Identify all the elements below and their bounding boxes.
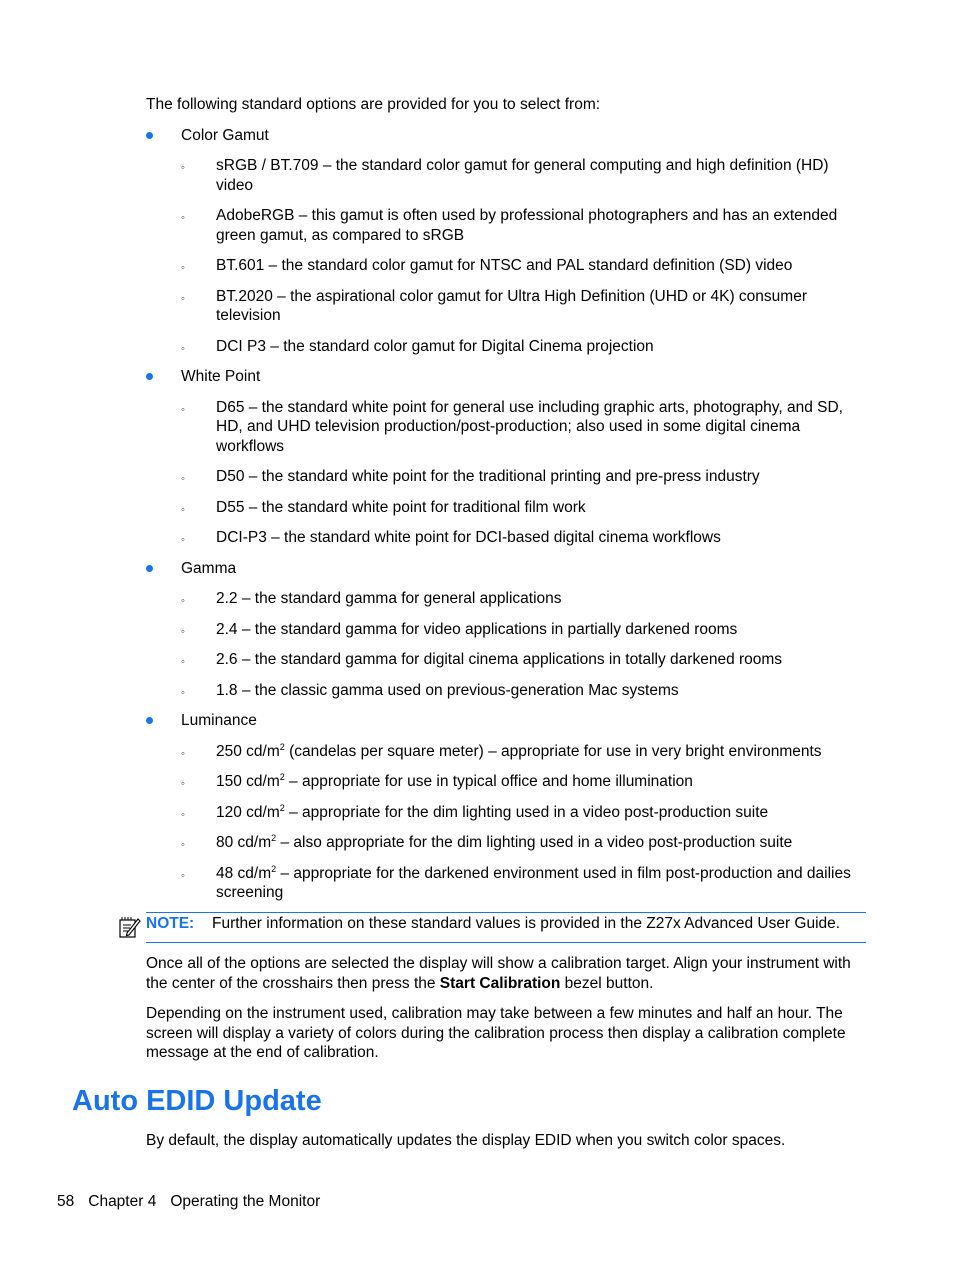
calibration-paragraph: Once all of the options are selected the display will show a calibration target. Align your instrument with the center of the crosshairs then press the Start Calibration bezel button. bbox=[146, 955, 851, 992]
bullet-dot-icon bbox=[146, 132, 153, 139]
group-color-gamut bbox=[146, 126, 868, 357]
sub-item-text: DCI P3 – the standard color gamut for Digital Cinema projection bbox=[216, 337, 654, 355]
sub-item-text: DCI-P3 – the standard white point for DCI-based digital cinema workflows bbox=[216, 529, 721, 546]
sub-item bbox=[146, 650, 868, 670]
circle-bullet-icon: ◦ bbox=[181, 212, 185, 224]
page-number: 58 bbox=[57, 1193, 75, 1210]
sub-item bbox=[146, 772, 868, 792]
circle-bullet-icon: ◦ bbox=[181, 595, 185, 607]
sub-item-text: 150 $cd/m^2$ – appropriate for use in typical office and home illumination bbox=[216, 772, 693, 790]
sub-item bbox=[146, 833, 868, 853]
circle-bullet-icon: ◦ bbox=[181, 625, 185, 638]
group-luminance bbox=[146, 711, 868, 903]
circle-bullet-icon: ◦ bbox=[181, 342, 185, 355]
bullet-item bbox=[146, 126, 868, 146]
bullet-dot-icon bbox=[146, 373, 153, 380]
note-pencil-icon bbox=[118, 915, 142, 939]
sub-item-text: 80 $cd/m^2$ – also appropriate for the dim lighting used in a video post-production suite bbox=[216, 833, 793, 851]
sub-item bbox=[146, 206, 868, 245]
bullet-label: White Point bbox=[181, 368, 261, 385]
duration-paragraph: Depending on the instrument used, calibration may take between a few minutes and half an hour. The screen will display a variety of colors during the calibration process then display a calibration complete message at the end of calibration. bbox=[146, 1005, 846, 1061]
sub-item bbox=[146, 803, 868, 823]
sub-item bbox=[146, 498, 868, 518]
bullet-label: Gamma bbox=[181, 559, 237, 577]
sub-item bbox=[146, 337, 868, 357]
circle-bullet-icon: ◦ bbox=[181, 778, 185, 790]
circle-bullet-icon: ◦ bbox=[181, 473, 185, 485]
sub-item-text: D65 – the standard white point for general use including graphic arts, photography, and SD, HD, and UHD television production/post-production; also used in some digital cinema workflows bbox=[216, 398, 843, 455]
sub-item-text: 120 $cd/m^2$ – appropriate for the dim lighting used in a video post-production suite bbox=[216, 802, 769, 821]
chapter-title: Operating the Monitor bbox=[170, 1193, 321, 1210]
sub-item bbox=[146, 620, 868, 640]
sub-item-text: 2.2 – the standard gamma for general applications bbox=[216, 590, 562, 607]
circle-bullet-icon: ◦ bbox=[181, 262, 185, 274]
bullet-label: Luminance bbox=[181, 712, 257, 729]
sub-item-text: D50 – the standard white point for the traditional printing and pre-press industry bbox=[216, 468, 760, 485]
note-box bbox=[146, 912, 866, 944]
bullet-dot-icon bbox=[146, 717, 153, 724]
bullet-dot-icon bbox=[146, 565, 153, 572]
bullet-item bbox=[146, 367, 868, 387]
sub-item bbox=[146, 287, 868, 326]
sub-item-text: BT.2020 – the aspirational color gamut for Ultra High Definition (UHD or 4K) consumer television bbox=[216, 287, 807, 324]
circle-bullet-icon: ◦ bbox=[181, 162, 185, 174]
circle-bullet-icon: ◦ bbox=[181, 747, 185, 760]
note-text: Further information on these standard values is provided in the Z27x Advanced User Guide. bbox=[212, 914, 841, 932]
sub-item-text: 48 $cd/m^2$ – appropriate for the darkened environment used in film post-production and dailies screening bbox=[216, 863, 851, 901]
sub-item bbox=[146, 467, 868, 487]
circle-bullet-icon: ◦ bbox=[181, 656, 185, 668]
circle-bullet-icon: ◦ bbox=[181, 869, 185, 882]
start-calibration-label: Start Calibration bbox=[439, 974, 561, 992]
intro-paragraph: The following standard options are provided for you to select from: bbox=[146, 96, 601, 113]
sub-item bbox=[146, 156, 868, 195]
sub-item bbox=[146, 681, 868, 701]
note-label: NOTE: bbox=[146, 914, 195, 932]
circle-bullet-icon: ◦ bbox=[181, 808, 185, 821]
sub-item bbox=[146, 256, 868, 276]
bullet-label: Color Gamut bbox=[181, 126, 269, 144]
sub-item-text: sRGB / BT.709 – the standard color gamut for general computing and high definition (HD) video bbox=[216, 157, 829, 194]
edid-paragraph: By default, the display automatically updates the display EDID when you switch color spaces. bbox=[146, 1132, 786, 1149]
sub-item bbox=[146, 589, 868, 609]
circle-bullet-icon: ◦ bbox=[181, 503, 185, 516]
bullet-item bbox=[146, 711, 868, 731]
sub-item-text: 250 $cd/m^2$ (candelas per square meter) – appropriate for use in very bright environments bbox=[216, 741, 822, 760]
sub-item-text: 2.6 – the standard gamma for digital cinema applications in totally darkened rooms bbox=[216, 651, 783, 668]
page-footer bbox=[57, 1192, 334, 1212]
bullet-item bbox=[146, 559, 868, 579]
sub-item bbox=[146, 864, 868, 903]
group-gamma bbox=[146, 559, 868, 701]
circle-bullet-icon: ◦ bbox=[181, 403, 185, 416]
sub-item bbox=[146, 398, 868, 457]
circle-bullet-icon: ◦ bbox=[181, 839, 185, 851]
sub-item bbox=[146, 742, 868, 762]
sub-item-text: D55 – the standard white point for traditional film work bbox=[216, 498, 586, 516]
chapter-label: Chapter 4 bbox=[88, 1193, 157, 1210]
sub-item-text: AdobeRGB – this gamut is often used by professional photographers and has an extended green gamut, as compared to sRGB bbox=[216, 207, 838, 244]
sub-item-text: 2.4 – the standard gamma for video applications in partially darkened rooms bbox=[216, 620, 738, 638]
circle-bullet-icon: ◦ bbox=[181, 686, 185, 699]
section-heading: Auto EDID Update bbox=[72, 1085, 322, 1117]
circle-bullet-icon: ◦ bbox=[181, 292, 185, 305]
sub-item bbox=[146, 528, 868, 548]
document-body bbox=[146, 95, 868, 1074]
sub-item-text: 1.8 – the classic gamma used on previous-generation Mac systems bbox=[216, 681, 679, 699]
sub-item-text: BT.601 – the standard color gamut for NTSC and PAL standard definition (SD) video bbox=[216, 257, 793, 274]
circle-bullet-icon: ◦ bbox=[181, 534, 185, 546]
group-white-point bbox=[146, 367, 868, 548]
